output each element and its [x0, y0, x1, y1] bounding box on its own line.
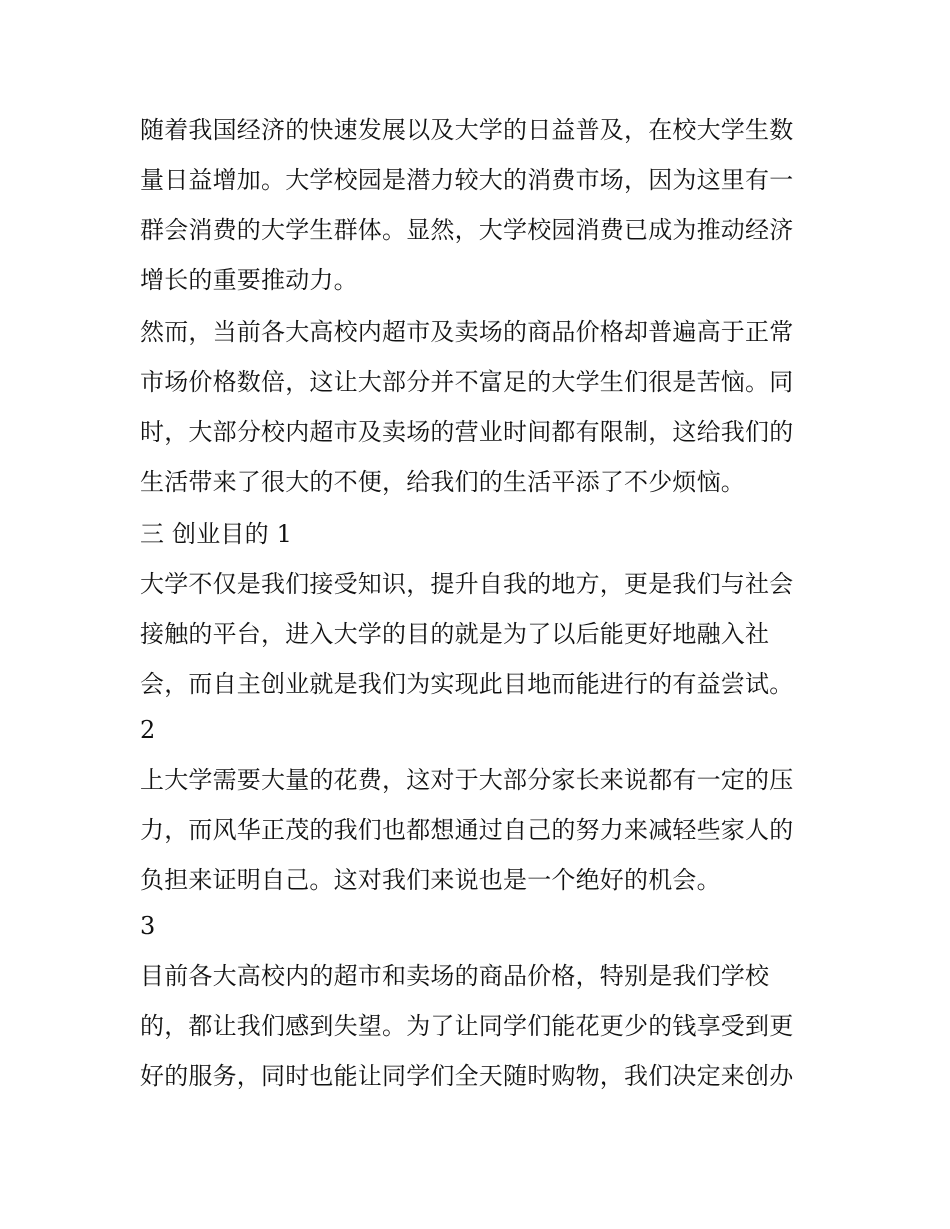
- paragraph-line: 量日益增加。大学校园是潜力较大的消费市场，因为这里有一: [140, 166, 794, 194]
- item-number: 2: [140, 716, 156, 744]
- paragraph-line: 然而，当前各大高校内超市及卖场的商品价格却普遍高于正常: [140, 318, 794, 346]
- paragraph-line: 大学不仅是我们接受知识，提升自我的地方，更是我们与社会: [140, 570, 794, 598]
- paragraph-line: 会，而自主创业就是我们为实现此目地而能进行的有益尝试。: [140, 670, 794, 698]
- item-number: 3: [140, 912, 156, 940]
- paragraph-line: 负担来证明自己。这对我们来说也是一个绝好的机会。: [140, 866, 721, 894]
- section-heading: 三 创业目的 1: [140, 520, 293, 548]
- paragraph-line: 随着我国经济的快速发展以及大学的日益普及，在校大学生数: [140, 116, 794, 144]
- paragraph-line: 目前各大高校内的超市和卖场的商品价格，特别是我们学校: [140, 962, 770, 990]
- paragraph-line: 市场价格数倍，这让大部分并不富足的大学生们很是苦恼。同: [140, 368, 794, 396]
- paragraph-line: 上大学需要大量的花费，这对于大部分家长来说都有一定的压: [140, 766, 794, 794]
- paragraph-line: 好的服务，同时也能让同学们全天随时购物，我们决定来创办: [140, 1062, 794, 1090]
- paragraph-line: 增长的重要推动力。: [140, 266, 358, 294]
- paragraph-line: 时，大部分校内超市及卖场的营业时间都有限制，这给我们的: [140, 418, 794, 446]
- paragraph-line: 生活带来了很大的不便，给我们的生活平添了不少烦恼。: [140, 468, 745, 496]
- paragraph-line: 力，而风华正茂的我们也都想通过自己的努力来减轻些家人的: [140, 816, 794, 844]
- paragraph-line: 的，都让我们感到失望。为了让同学们能花更少的钱享受到更: [140, 1012, 794, 1040]
- paragraph-line: 接触的平台，进入大学的目的就是为了以后能更好地融入社: [140, 620, 770, 648]
- paragraph-line: 群会消费的大学生群体。显然，大学校园消费已成为推动经济: [140, 216, 794, 244]
